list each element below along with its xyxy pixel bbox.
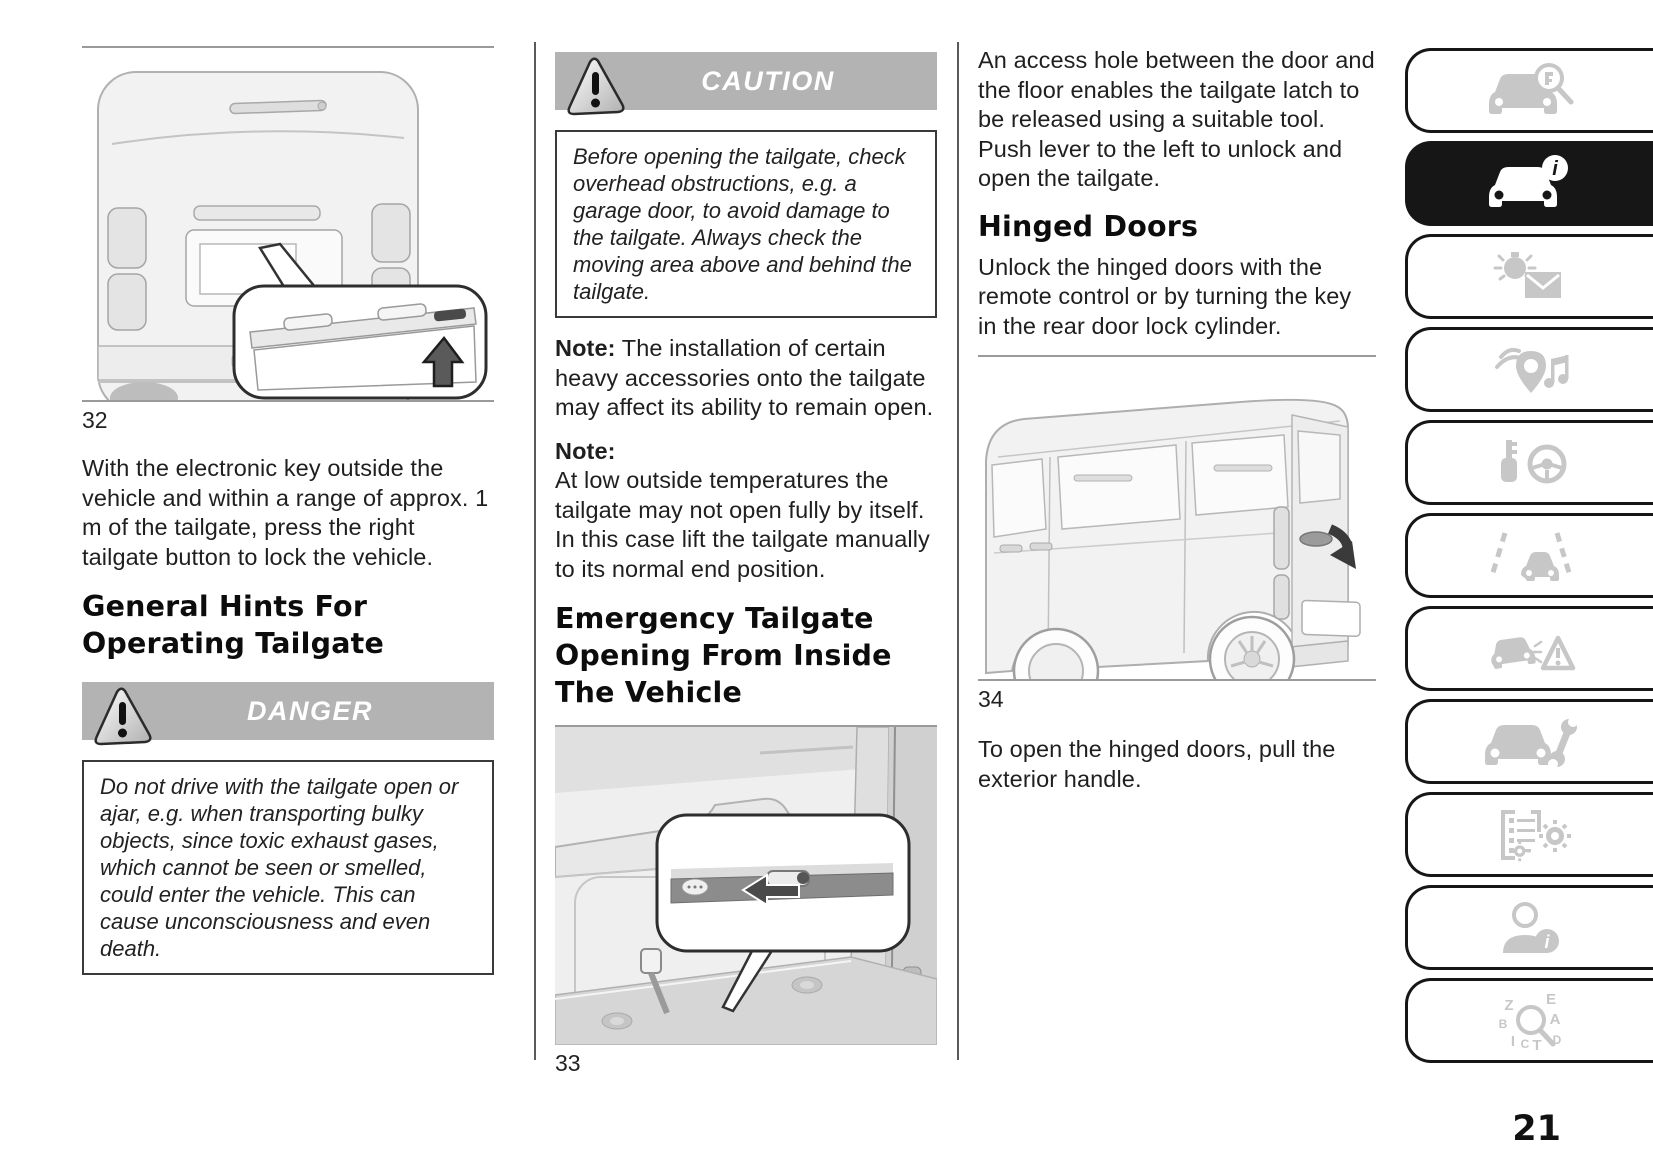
column-divider-1 [534, 42, 536, 1060]
svg-text:D: D [1552, 1032, 1561, 1047]
column-right [978, 0, 1376, 794]
figure34-bottom-rule [978, 679, 1376, 681]
pin-music-wifi-icon [1479, 339, 1583, 401]
note-label: Note: [555, 335, 616, 361]
svg-text:A: A [1549, 1010, 1560, 1028]
svg-text:B: B [1498, 1016, 1507, 1031]
note-heavy-accessories: Note: The installation of certain heavy accessories onto the tailgate may affect its ability to remain open. [555, 335, 934, 420]
van-rear-illustration [82, 48, 494, 400]
car-info-icon [1479, 153, 1583, 215]
warning-triangle-icon [563, 55, 629, 117]
note-low-temperature: Note: At low outside temperatures the tailgate may not open fully by itself. In this case lift the tailgate manually to its normal end position. [555, 437, 930, 582]
figure32-bottom-rule [82, 400, 494, 402]
sidebar-item-discover-vehicle[interactable] [1405, 48, 1653, 133]
sidebar-item-vehicle-info[interactable] [1405, 141, 1653, 226]
figure-32 [82, 48, 494, 400]
sidebar-item-driver-assistance[interactable] [1405, 513, 1653, 598]
svg-text:E: E [1545, 990, 1556, 1008]
column-left [82, 0, 494, 975]
sidebar-item-technical-specs[interactable] [1405, 792, 1653, 877]
para-electronic-key: With the electronic key outside the vehicle and within a range of approx. 1 m of the tailgate, press the right tailgate button to lock the vehicle. [82, 455, 489, 570]
sidebar-item-multimedia[interactable] [1405, 327, 1653, 412]
svg-text:i: i [1551, 157, 1558, 180]
para-unlock-hinged: Unlock the hinged doors with the remote control or by turning the key in the rear door lock cylinder. [978, 253, 1352, 339]
figure33-label: 33 [555, 1050, 581, 1076]
svg-text:T: T [1531, 1036, 1542, 1052]
para-open-hinged: To open the hinged doors, pull the exterior handle. [978, 736, 1336, 792]
person-info-icon [1479, 897, 1583, 959]
danger-text-box: Do not drive with the tailgate open or ajar, e.g. when transporting bulky objects, since toxic exhaust gases, which cannot be seen or smelled, could enter the vehicle. This can cause unconsciousness and even death. [82, 760, 494, 975]
figure-33 [555, 727, 937, 1045]
danger-bar [82, 682, 494, 740]
sidebar-item-service[interactable] [1405, 699, 1653, 784]
caution-bar [555, 52, 937, 110]
heading-hinged-doors: Hinged Doors [978, 209, 1199, 243]
svg-text:Z: Z [1503, 996, 1514, 1014]
crash-warning-triangle-icon [1479, 618, 1583, 680]
light-envelope-icon [1479, 246, 1583, 308]
svg-text:C: C [1520, 1036, 1529, 1051]
column-middle [555, 0, 937, 1077]
page-number: 21 [1512, 1109, 1561, 1149]
para-access-hole: An access hole between the door and the floor enables the tailgate latch to be released using a suitable tool. Push lever to the left to unlock and open the tailgate. [978, 47, 1375, 191]
note-label: Note: [555, 437, 616, 464]
column-divider-2 [957, 42, 959, 1060]
sidebar-item-warning-lights[interactable] [1405, 234, 1653, 319]
car-search-icon [1479, 60, 1583, 122]
sidebar-item-emergency[interactable] [1405, 606, 1653, 691]
door-handle [1300, 532, 1332, 546]
caution-title: CAUTION [701, 65, 835, 96]
sidebar-item-starting-driving[interactable] [1405, 420, 1653, 505]
warning-triangle-icon [90, 685, 156, 747]
car-lane-icon [1479, 525, 1583, 587]
svg-text:i: i [1543, 931, 1550, 952]
car-wrench-icon [1479, 711, 1583, 773]
svg-text:I: I [1510, 1032, 1515, 1050]
danger-title: DANGER [246, 695, 373, 726]
figure32-label: 32 [82, 407, 108, 433]
heading-emergency-tailgate: Emergency Tailgate Opening From Inside The Vehicle [555, 602, 892, 709]
van-side-rear-illustration [978, 357, 1376, 679]
sidebar-item-index[interactable] [1405, 978, 1653, 1063]
key-steering-wheel-icon [1479, 432, 1583, 494]
tailgate-interior-illustration [555, 727, 937, 1045]
figure34-label: 34 [978, 686, 1004, 712]
caution-text-box: Before opening the tailgate, check overhead obstructions, e.g. a garage door, to avoid damage to the tailgate. Always check the moving area above and behind the tailgate. [555, 130, 937, 318]
sidebar-item-owner-info[interactable] [1405, 885, 1653, 970]
heading-general-hints: General Hints For Operating Tailgate [82, 590, 384, 660]
letters-magnifier-icon [1479, 990, 1583, 1052]
list-gears-icon [1479, 804, 1583, 866]
figure-34 [978, 357, 1376, 679]
section-tab-sidebar [1405, 48, 1653, 1071]
